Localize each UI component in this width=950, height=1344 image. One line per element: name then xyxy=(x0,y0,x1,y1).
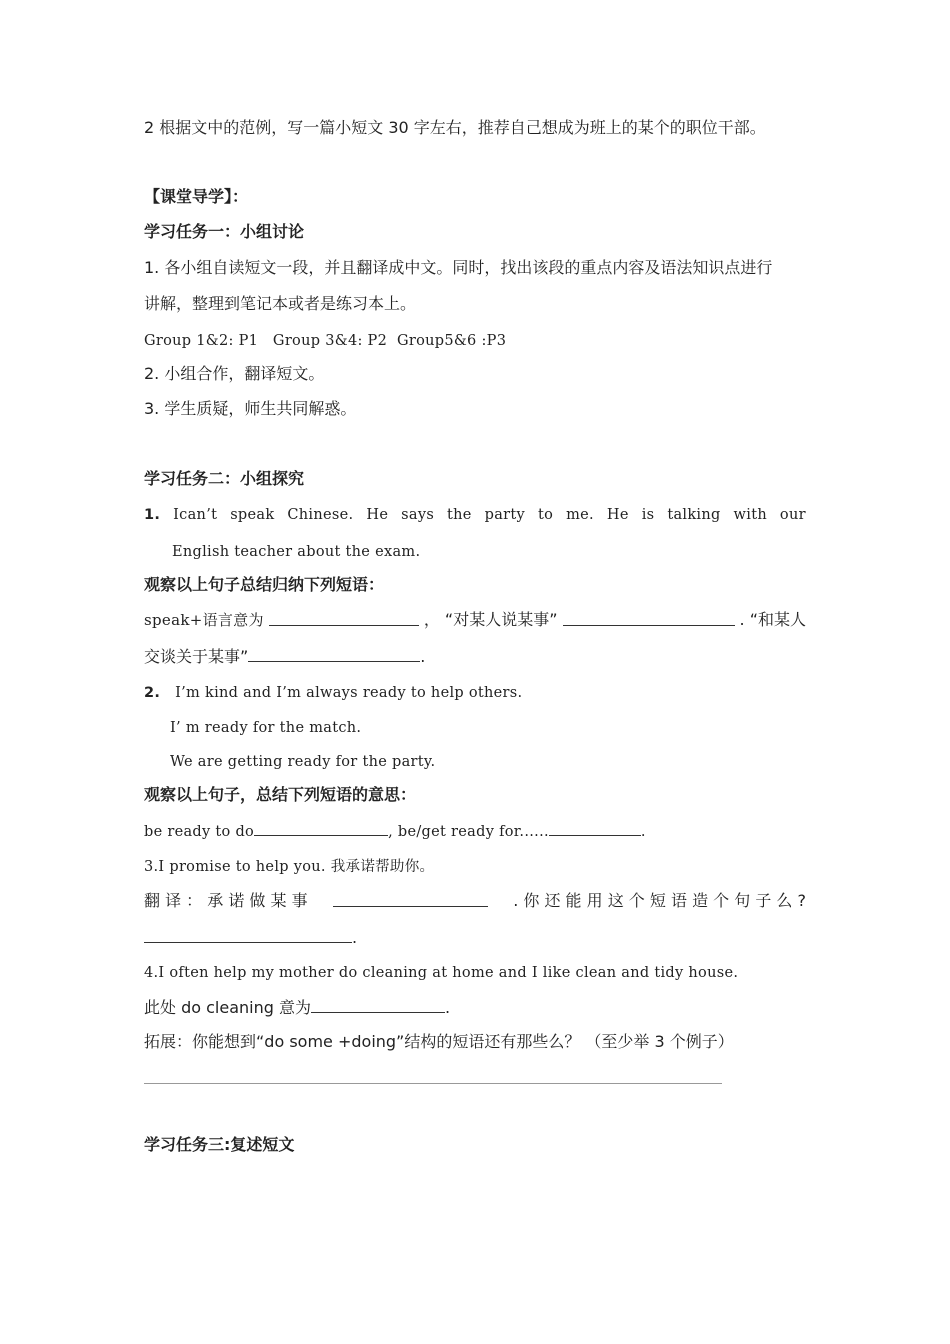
intro-instruction: 2 根据文中的范例，写一篇小短文 30 字左右，推荐自己想成为班上的某个的职位干部。 xyxy=(144,118,766,137)
answer-blank[interactable] xyxy=(269,609,419,626)
q1-word: is xyxy=(641,507,655,523)
task1-title: 学习任务一：小组讨论 xyxy=(144,222,305,241)
task1-item1-line1: 1. 各小组自读短文一段，并且翻译成中文。同时，找出该段的重点内容及语法知识点进行 xyxy=(144,258,773,277)
q2-sentence: I’m kind and I’m always ready to help others. xyxy=(175,685,523,701)
q1-number: 1. xyxy=(144,507,161,523)
answer-blank[interactable] xyxy=(549,819,641,836)
ready-phrase-line xyxy=(144,819,646,843)
talk-phrase-end: . xyxy=(420,647,426,666)
q1-word: Ican’t xyxy=(173,507,218,523)
talk-phrase-line xyxy=(144,645,425,668)
task3-title: 学习任务三:复述短文 xyxy=(144,1135,295,1154)
answer-line[interactable] xyxy=(144,1083,722,1084)
speak-phrase-text: . “和某人 xyxy=(739,610,806,629)
observe-heading-2: 观察以上句子，总结下列短语的意思： xyxy=(144,785,417,804)
extend-prompt: 拓展：你能想到“do some +doing”结构的短语还有那些么？ （至少举 3 个例子） xyxy=(144,1032,734,1051)
q1-word: me. xyxy=(566,507,594,523)
q1-word: the xyxy=(447,507,472,523)
q1-word: says xyxy=(401,507,435,523)
translate-line xyxy=(144,890,806,912)
q1-line2: English teacher about the exam. xyxy=(172,544,421,560)
answer-blank[interactable] xyxy=(311,996,445,1013)
q4-sentence: 4.I often help my mother do cleaning at home and I like clean and tidy house. xyxy=(144,965,739,981)
answer-blank[interactable] xyxy=(144,926,352,943)
q1-word: He xyxy=(606,507,629,523)
task1-item2: 2. 小组合作，翻译短文。 xyxy=(144,364,325,383)
q2-line3: We are getting ready for the party. xyxy=(170,754,436,770)
answer-blank[interactable] xyxy=(254,819,388,836)
q1-word: with xyxy=(733,507,767,523)
task1-item1-line2: 讲解，整理到笔记本或者是练习本上。 xyxy=(144,294,417,313)
observe-heading-1: 观察以上句子总结归纳下列短语： xyxy=(144,575,385,594)
q1-word: party xyxy=(484,507,526,523)
here-meaning-text: 此处 do cleaning 意为 xyxy=(144,998,311,1017)
answer-blank[interactable] xyxy=(333,890,488,907)
translate-end: . xyxy=(352,928,358,947)
answer-blank[interactable] xyxy=(563,609,735,626)
task1-groups: Group 1&2: P1 Group 3&4: P2 Group5&6 :P3 xyxy=(144,333,507,349)
q1-word: He xyxy=(366,507,389,523)
q1-word: our xyxy=(779,507,806,523)
ready-phrase-end: . xyxy=(640,824,646,840)
here-meaning-line xyxy=(144,996,450,1019)
q2-number: 2. xyxy=(144,685,161,701)
speak-phrase-text: speak+语言意为 xyxy=(144,611,264,629)
ready-phrase-text: be ready to do xyxy=(144,824,255,840)
q2-line1 xyxy=(144,682,522,704)
speak-phrase-text: ， “对某人说某事” xyxy=(423,610,558,629)
translate-question: . 你 还 能 用 这 个 短 语 造 个 句 子 么 ? xyxy=(513,891,806,910)
q2-line2: I’ m ready for the match. xyxy=(170,720,362,736)
answer-blank[interactable] xyxy=(248,645,420,662)
speak-phrase-line xyxy=(144,609,806,631)
task2-title: 学习任务二：小组探究 xyxy=(144,469,305,488)
q3-sentence: 3.I promise to help you. 我承诺帮助你。 xyxy=(144,859,435,875)
section-heading: 【课堂导学】： xyxy=(144,187,249,206)
q1-line1 xyxy=(144,504,806,526)
ready-phrase-text: , be/get ready for...... xyxy=(388,824,549,840)
translate-answer-line xyxy=(144,926,357,949)
q1-word: Chinese. xyxy=(287,507,354,523)
task1-item3: 3. 学生质疑，师生共同解惑。 xyxy=(144,399,357,418)
q1-word: to xyxy=(537,507,554,523)
talk-phrase-text: 交谈关于某事” xyxy=(144,647,249,666)
q1-word: speak xyxy=(230,507,275,523)
here-meaning-end: . xyxy=(444,998,451,1017)
translate-prompt: 翻 译 ： 承 诺 做 某 事 xyxy=(144,891,308,910)
q1-word: talking xyxy=(667,507,721,523)
